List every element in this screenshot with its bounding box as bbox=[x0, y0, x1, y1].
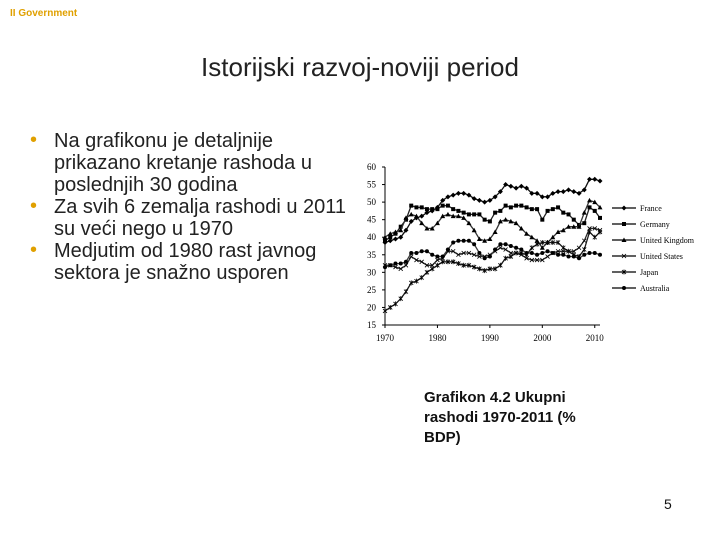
data-point bbox=[472, 228, 477, 233]
data-point bbox=[493, 266, 497, 271]
data-point bbox=[477, 198, 482, 203]
data-point bbox=[435, 255, 439, 259]
page-number: 5 bbox=[664, 496, 672, 512]
data-point bbox=[383, 263, 387, 267]
data-point bbox=[383, 235, 388, 240]
data-point bbox=[572, 252, 576, 257]
y-tick-label: 35 bbox=[367, 249, 376, 260]
data-point bbox=[477, 251, 481, 255]
data-point bbox=[393, 262, 397, 266]
data-point bbox=[462, 239, 466, 243]
data-point bbox=[577, 246, 581, 250]
data-point bbox=[441, 204, 445, 208]
data-point bbox=[398, 235, 403, 240]
data-point bbox=[451, 240, 455, 244]
data-point bbox=[456, 209, 460, 213]
data-point bbox=[598, 216, 602, 220]
bullet-dot-icon: • bbox=[30, 239, 38, 261]
data-point bbox=[440, 198, 445, 203]
data-point bbox=[514, 246, 518, 250]
y-tick-label: 45 bbox=[367, 214, 376, 225]
data-point bbox=[456, 239, 460, 243]
data-point bbox=[588, 229, 592, 234]
data-point bbox=[567, 249, 571, 254]
data-point bbox=[441, 256, 445, 260]
x-tick-label: 1990 bbox=[480, 333, 499, 343]
data-point bbox=[398, 228, 403, 233]
data-point bbox=[504, 242, 508, 246]
data-point bbox=[598, 253, 602, 257]
data-point bbox=[393, 236, 398, 241]
slide-title: Istorijski razvoj-noviji period bbox=[201, 52, 519, 82]
data-point bbox=[409, 204, 413, 208]
data-point bbox=[525, 252, 529, 257]
data-point bbox=[514, 186, 519, 191]
data-point bbox=[556, 229, 561, 234]
data-point bbox=[488, 266, 492, 271]
data-point bbox=[498, 189, 503, 194]
data-point bbox=[430, 208, 435, 213]
legend-label: Japan bbox=[640, 268, 659, 277]
data-point bbox=[383, 265, 387, 269]
series-line-germany bbox=[385, 206, 600, 241]
data-point bbox=[519, 184, 524, 189]
bullet-text: Medjutim od 1980 rast javnog sektora je snažno usporen bbox=[54, 240, 317, 284]
data-point bbox=[399, 267, 403, 271]
data-point bbox=[420, 275, 424, 280]
data-point bbox=[498, 246, 502, 250]
data-point bbox=[461, 215, 466, 220]
data-point bbox=[430, 253, 434, 257]
data-point bbox=[530, 245, 534, 250]
data-point bbox=[420, 205, 424, 209]
data-point bbox=[514, 204, 518, 208]
data-point bbox=[399, 262, 403, 266]
data-point bbox=[556, 205, 560, 209]
data-point bbox=[393, 229, 398, 234]
data-point bbox=[530, 207, 534, 211]
data-point bbox=[540, 258, 544, 262]
data-point bbox=[414, 258, 418, 262]
data-point bbox=[582, 187, 587, 192]
data-point bbox=[451, 214, 456, 219]
y-tick-label: 55 bbox=[367, 179, 376, 190]
data-point bbox=[467, 212, 471, 216]
data-point bbox=[508, 219, 513, 224]
data-point bbox=[582, 253, 586, 257]
data-point bbox=[388, 231, 393, 236]
data-point bbox=[414, 279, 418, 284]
data-point bbox=[388, 263, 392, 267]
data-point bbox=[503, 217, 508, 222]
legend-marker bbox=[622, 222, 626, 226]
data-point bbox=[440, 214, 445, 219]
data-point bbox=[462, 263, 466, 268]
data-point bbox=[424, 226, 429, 231]
data-point bbox=[509, 205, 513, 209]
x-tick-label: 1980 bbox=[428, 333, 447, 343]
bullet-dot-icon: • bbox=[30, 129, 38, 151]
data-point bbox=[482, 238, 487, 243]
bullet-text: Na grafikonu je detaljnije prikazano kretanje rashoda u poslednjih 30 godina bbox=[54, 130, 312, 196]
data-point bbox=[514, 221, 519, 226]
data-point bbox=[556, 249, 560, 253]
y-tick-label: 20 bbox=[367, 302, 376, 313]
data-point bbox=[508, 184, 513, 189]
data-point bbox=[435, 221, 440, 226]
data-point bbox=[472, 212, 476, 216]
data-point bbox=[441, 255, 445, 259]
data-point bbox=[509, 251, 513, 255]
data-point bbox=[393, 265, 397, 269]
data-point bbox=[593, 226, 597, 230]
bullet-dot-icon: • bbox=[30, 195, 38, 217]
data-point bbox=[388, 235, 392, 239]
data-point bbox=[582, 247, 586, 252]
data-point bbox=[556, 253, 560, 257]
y-tick-label: 50 bbox=[367, 197, 376, 208]
data-point bbox=[566, 187, 571, 192]
data-point bbox=[483, 218, 487, 222]
y-tick-label: 30 bbox=[367, 267, 376, 278]
data-point bbox=[546, 209, 550, 213]
data-point bbox=[546, 255, 550, 259]
data-point bbox=[414, 205, 418, 209]
data-point bbox=[598, 179, 603, 184]
data-point bbox=[582, 210, 587, 215]
data-point bbox=[545, 240, 550, 245]
data-point bbox=[461, 191, 466, 196]
data-point bbox=[535, 242, 539, 247]
legend-marker bbox=[622, 206, 627, 211]
data-point bbox=[524, 231, 529, 236]
data-point bbox=[577, 256, 581, 260]
bullet-list bbox=[28, 130, 348, 284]
data-point bbox=[503, 182, 508, 187]
series-line-united-kingdom bbox=[385, 200, 600, 247]
data-point bbox=[535, 253, 539, 257]
data-point bbox=[504, 248, 508, 252]
data-point bbox=[551, 251, 555, 255]
y-tick-label: 15 bbox=[367, 320, 376, 330]
data-point bbox=[519, 204, 523, 208]
data-point bbox=[593, 235, 597, 240]
legend-marker bbox=[622, 270, 626, 275]
data-point bbox=[451, 259, 455, 264]
legend-label: France bbox=[640, 204, 662, 213]
data-point bbox=[409, 255, 413, 259]
data-point bbox=[498, 219, 503, 224]
data-point bbox=[425, 263, 429, 267]
legend-marker bbox=[622, 286, 626, 290]
data-point bbox=[529, 235, 534, 240]
bullet-item bbox=[28, 196, 348, 240]
data-point bbox=[540, 251, 544, 255]
data-point bbox=[504, 256, 508, 261]
data-point bbox=[472, 242, 476, 246]
data-point bbox=[441, 259, 445, 264]
data-point bbox=[493, 229, 498, 234]
data-point bbox=[561, 211, 565, 215]
data-point bbox=[383, 308, 387, 313]
data-point bbox=[403, 228, 408, 233]
header-tag: II Government bbox=[10, 8, 78, 19]
data-point bbox=[572, 249, 576, 253]
data-point bbox=[598, 228, 602, 232]
x-tick-label: 1970 bbox=[376, 333, 394, 343]
data-point bbox=[383, 240, 388, 245]
data-point bbox=[467, 239, 471, 243]
data-point bbox=[493, 194, 498, 199]
data-point bbox=[404, 218, 408, 222]
data-point bbox=[514, 251, 518, 255]
data-point bbox=[519, 226, 524, 231]
data-point bbox=[561, 249, 565, 253]
data-point bbox=[598, 229, 602, 234]
data-point bbox=[435, 207, 439, 211]
data-point bbox=[477, 266, 481, 271]
data-point bbox=[488, 253, 492, 257]
data-point bbox=[403, 215, 408, 220]
data-point bbox=[593, 209, 597, 213]
data-point bbox=[488, 219, 492, 223]
data-point bbox=[572, 218, 576, 222]
data-point bbox=[504, 204, 508, 208]
data-point bbox=[587, 198, 592, 203]
data-point bbox=[446, 204, 450, 208]
data-point bbox=[414, 215, 419, 220]
data-point bbox=[525, 251, 529, 255]
data-point bbox=[425, 207, 429, 211]
data-point bbox=[546, 249, 550, 253]
chart-caption: Grafikon 4.2 Ukupni rashodi 1970-2011 (% BDP) bbox=[424, 389, 576, 446]
data-point bbox=[446, 259, 450, 264]
data-point bbox=[546, 240, 550, 245]
data-point bbox=[388, 263, 392, 267]
data-point bbox=[404, 289, 408, 294]
data-point bbox=[419, 214, 424, 219]
data-point bbox=[498, 242, 502, 246]
data-point bbox=[483, 256, 487, 260]
data-point bbox=[420, 260, 424, 264]
data-point bbox=[456, 191, 461, 196]
data-point bbox=[419, 221, 424, 226]
data-point bbox=[388, 305, 392, 310]
data-point bbox=[593, 251, 597, 255]
data-point bbox=[409, 251, 413, 255]
data-point bbox=[472, 265, 476, 270]
legend-label: Germany bbox=[640, 220, 670, 229]
data-point bbox=[430, 263, 434, 267]
data-point bbox=[509, 244, 513, 248]
data-point bbox=[509, 254, 513, 259]
data-point bbox=[477, 212, 481, 216]
x-tick-label: 2000 bbox=[533, 333, 552, 343]
data-point bbox=[462, 211, 466, 215]
data-point bbox=[409, 280, 413, 285]
data-point bbox=[477, 236, 482, 241]
data-point bbox=[425, 249, 429, 253]
data-point bbox=[561, 253, 565, 257]
data-point bbox=[530, 251, 534, 255]
data-point bbox=[567, 249, 571, 253]
data-point bbox=[529, 191, 534, 196]
data-point bbox=[451, 249, 455, 253]
data-point bbox=[588, 226, 592, 230]
data-point bbox=[551, 251, 555, 255]
data-point bbox=[414, 214, 419, 219]
data-point bbox=[535, 191, 540, 196]
bullet-item bbox=[28, 130, 348, 196]
data-point bbox=[577, 191, 582, 196]
data-point bbox=[582, 221, 586, 225]
data-point bbox=[514, 251, 518, 256]
data-point bbox=[567, 212, 571, 216]
data-point bbox=[550, 191, 555, 196]
data-point bbox=[399, 296, 403, 301]
series-line-japan bbox=[385, 232, 600, 311]
data-point bbox=[550, 235, 555, 240]
data-point bbox=[487, 236, 492, 241]
data-point bbox=[435, 205, 440, 210]
data-point bbox=[493, 211, 497, 215]
data-point bbox=[472, 196, 477, 201]
data-point bbox=[598, 205, 603, 210]
data-point bbox=[430, 207, 434, 211]
series-line-australia bbox=[385, 241, 600, 267]
data-point bbox=[587, 177, 592, 182]
data-point bbox=[446, 249, 450, 253]
y-tick-label: 25 bbox=[367, 284, 376, 295]
data-point bbox=[435, 258, 439, 262]
data-point bbox=[456, 253, 460, 257]
data-point bbox=[456, 214, 461, 219]
y-tick-label: 60 bbox=[367, 162, 376, 172]
data-point bbox=[420, 249, 424, 253]
legend-marker bbox=[622, 254, 626, 258]
data-point bbox=[477, 255, 481, 259]
data-point bbox=[582, 239, 586, 243]
data-point bbox=[588, 251, 592, 255]
data-point bbox=[525, 205, 529, 209]
data-point bbox=[571, 224, 576, 229]
legend-label: United Kingdom bbox=[640, 236, 694, 245]
data-point bbox=[577, 223, 581, 227]
data-point bbox=[456, 261, 460, 266]
data-point bbox=[488, 255, 492, 259]
data-point bbox=[466, 193, 471, 198]
data-point bbox=[535, 238, 540, 243]
data-point bbox=[540, 194, 545, 199]
data-point bbox=[540, 245, 545, 250]
data-point bbox=[409, 212, 414, 217]
data-point bbox=[435, 263, 439, 268]
data-point bbox=[551, 240, 555, 245]
data-point bbox=[462, 251, 466, 255]
data-point bbox=[451, 193, 456, 198]
data-point bbox=[519, 253, 523, 257]
data-point bbox=[472, 253, 476, 257]
data-point bbox=[451, 207, 455, 211]
data-point bbox=[483, 268, 487, 273]
data-point bbox=[393, 301, 397, 306]
data-point bbox=[535, 207, 539, 211]
data-point bbox=[409, 219, 414, 224]
data-point bbox=[404, 260, 408, 264]
data-point bbox=[467, 251, 471, 255]
data-point bbox=[556, 240, 560, 245]
data-point bbox=[404, 263, 408, 267]
y-tick-label: 40 bbox=[367, 232, 376, 243]
data-point bbox=[425, 270, 429, 275]
data-point bbox=[446, 248, 450, 252]
data-point bbox=[592, 200, 597, 205]
data-point bbox=[556, 189, 561, 194]
series-line-united-states bbox=[385, 228, 600, 268]
data-point bbox=[430, 226, 435, 231]
data-point bbox=[498, 209, 502, 213]
data-point bbox=[561, 245, 565, 250]
data-point bbox=[493, 249, 497, 253]
data-point bbox=[519, 248, 523, 252]
data-point bbox=[399, 225, 403, 229]
data-point bbox=[483, 255, 487, 259]
data-point bbox=[482, 200, 487, 205]
data-point bbox=[545, 194, 550, 199]
data-point bbox=[424, 210, 429, 215]
data-point bbox=[393, 232, 397, 236]
data-point bbox=[588, 205, 592, 209]
data-point bbox=[519, 251, 523, 256]
data-point bbox=[540, 218, 544, 222]
data-point bbox=[561, 228, 566, 233]
legend-label: United States bbox=[640, 252, 683, 261]
bullet-text: Za svih 6 zemalja rashodi u 2011 su veći nego u 1970 bbox=[54, 196, 347, 240]
data-point bbox=[577, 224, 582, 229]
data-point bbox=[566, 224, 571, 229]
data-point bbox=[577, 254, 581, 259]
bullet-item bbox=[28, 240, 348, 284]
data-point bbox=[445, 212, 450, 217]
legend-marker bbox=[622, 238, 627, 243]
data-point bbox=[467, 263, 471, 268]
data-point bbox=[493, 248, 497, 252]
data-point bbox=[530, 258, 534, 262]
data-point bbox=[430, 266, 434, 271]
x-tick-label: 2010 bbox=[585, 333, 604, 343]
data-point bbox=[388, 238, 393, 243]
data-point bbox=[572, 255, 576, 259]
data-point bbox=[383, 239, 387, 243]
data-point bbox=[540, 240, 544, 245]
data-point bbox=[525, 256, 529, 260]
data-point bbox=[445, 194, 450, 199]
data-point bbox=[571, 189, 576, 194]
series-line-france bbox=[385, 179, 600, 242]
data-point bbox=[592, 177, 597, 182]
data-point bbox=[414, 251, 418, 255]
data-point bbox=[466, 221, 471, 226]
data-point bbox=[498, 263, 502, 268]
legend-label: Australia bbox=[640, 284, 670, 293]
data-point bbox=[551, 207, 555, 211]
data-point bbox=[561, 189, 566, 194]
data-point bbox=[567, 255, 571, 259]
data-point bbox=[524, 186, 529, 191]
data-point bbox=[535, 258, 539, 262]
data-point bbox=[487, 198, 492, 203]
